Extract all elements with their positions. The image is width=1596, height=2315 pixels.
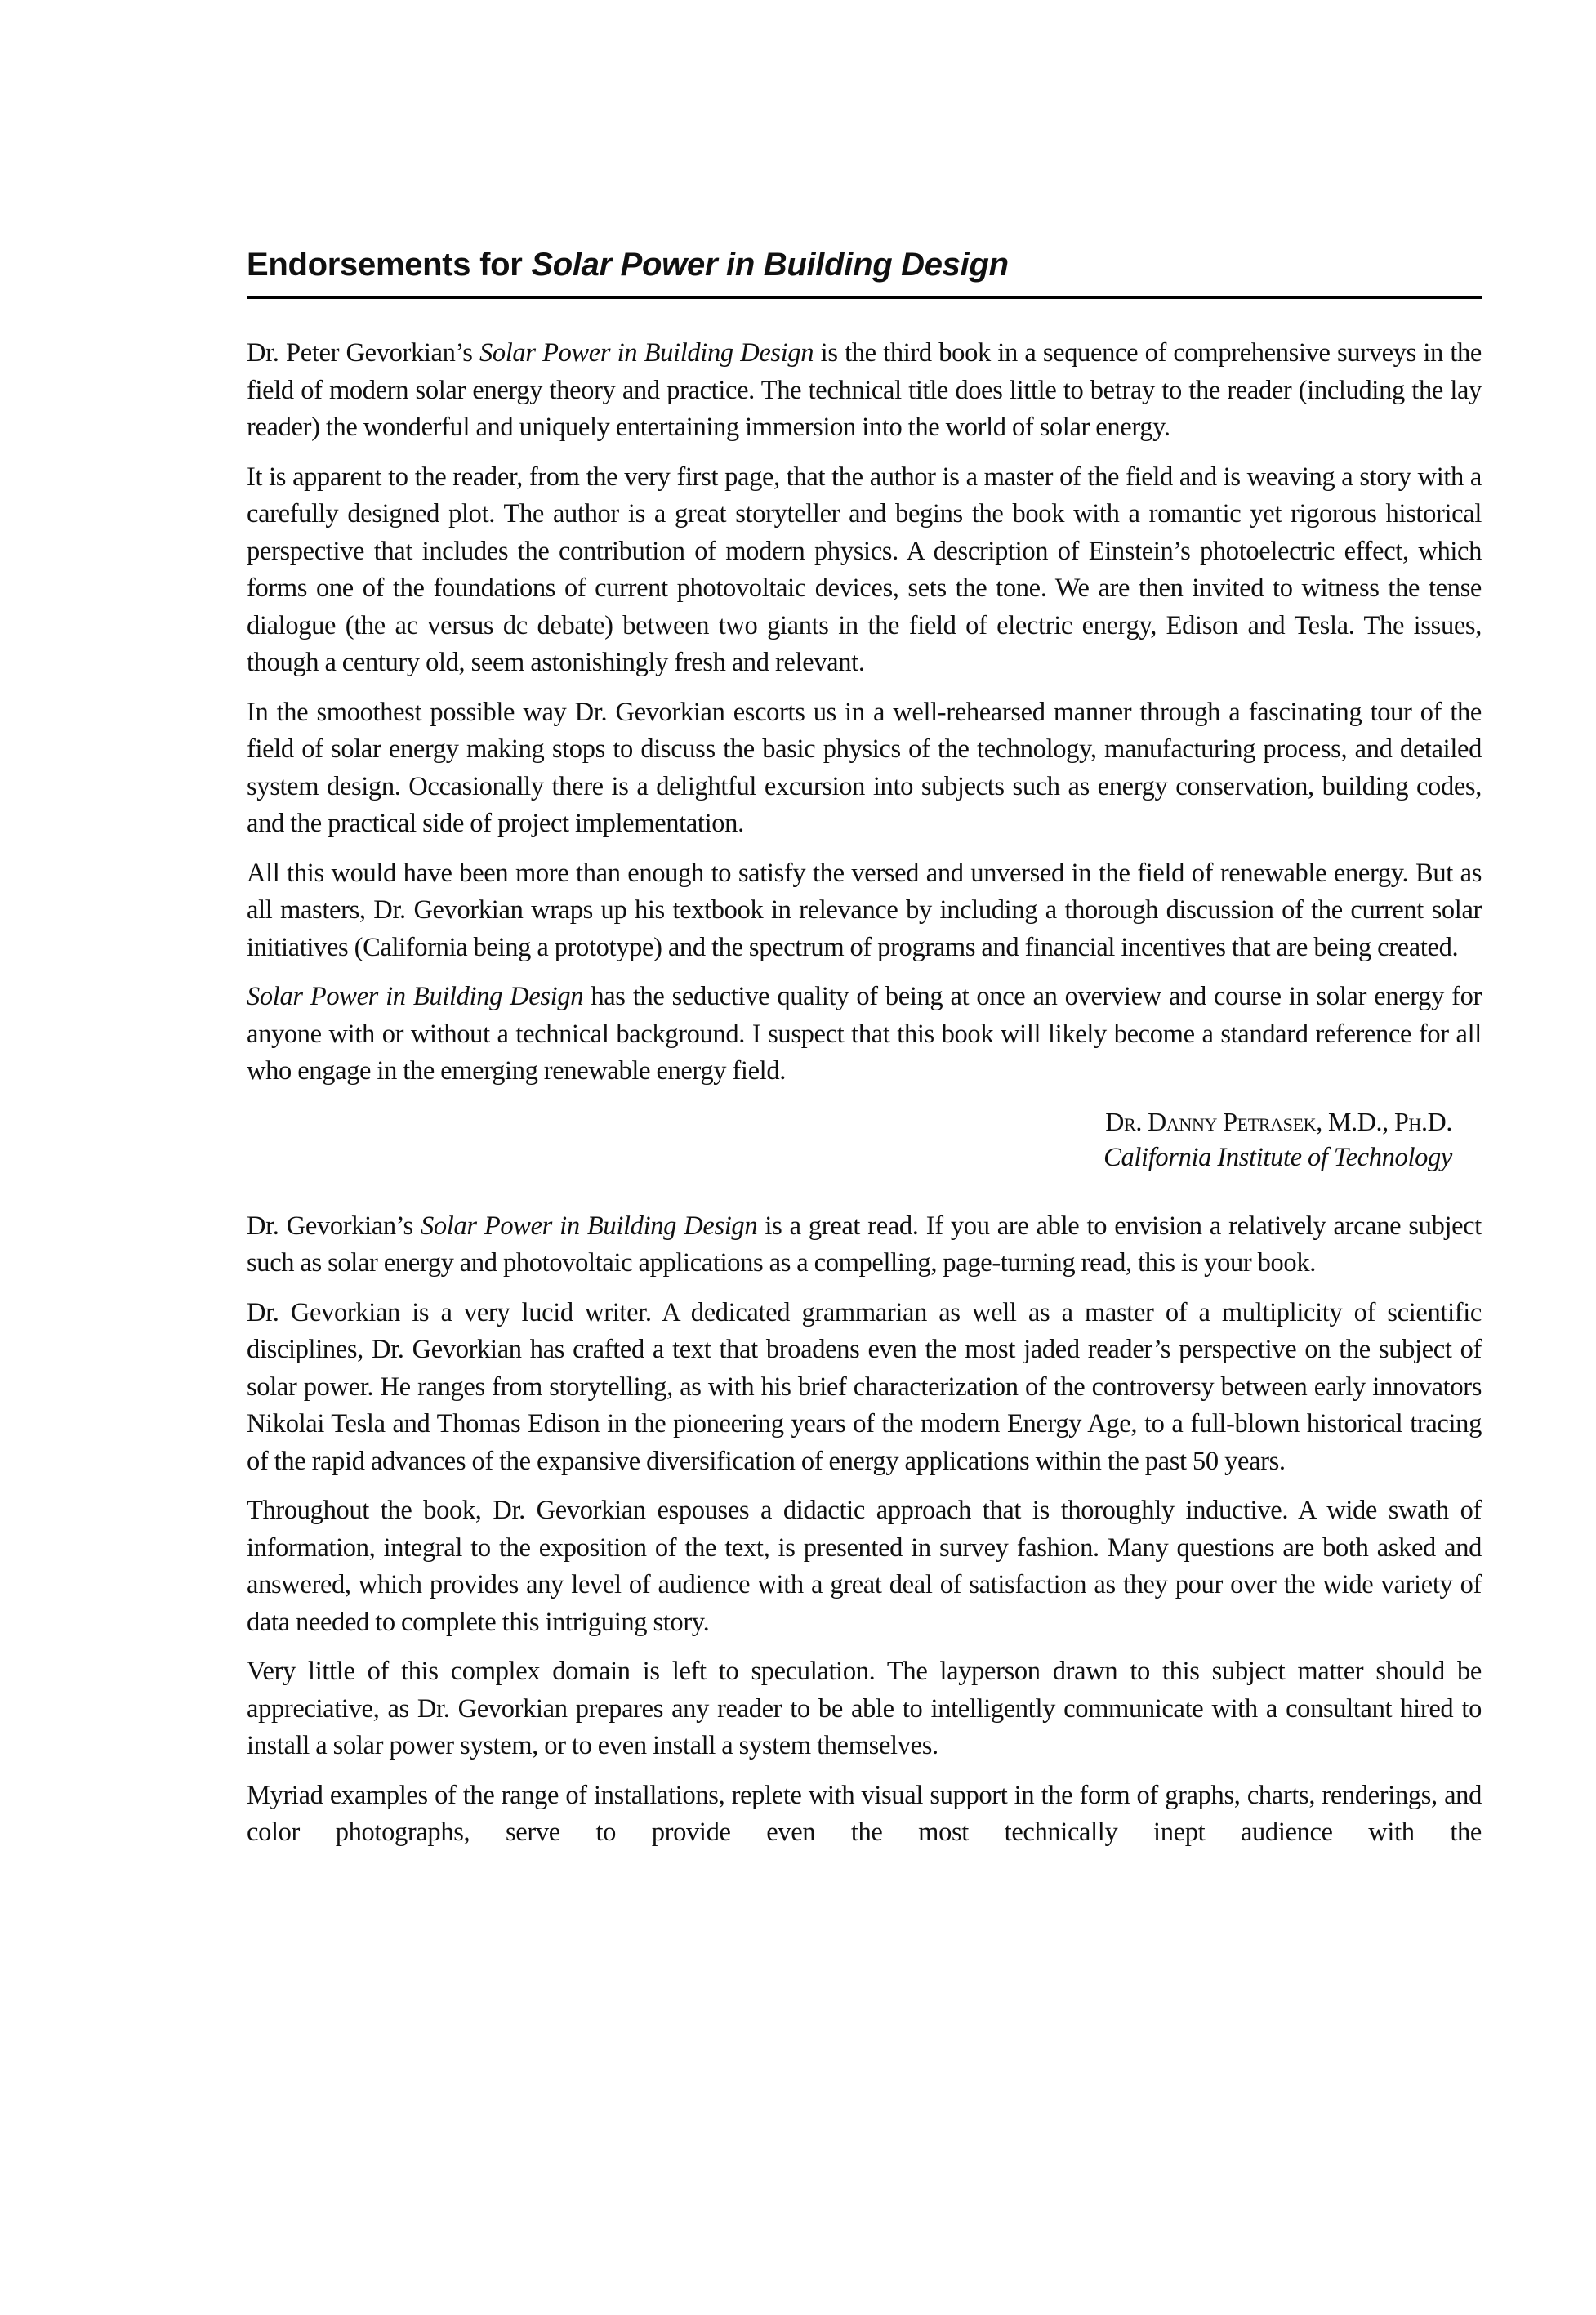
heading-book-title: Solar Power in Building Design [531, 247, 1009, 283]
paragraph: Dr. Gevorkian is a very lucid writer. A dedicated grammarian as well as a master of a multiplicity of scientific disciplines, Dr. Gevorkian has crafted a text that broadens even the most jaded reader’s perspective on the subject of solar power. He ranges from storytelling, as with his brief characterization of the controversy between early innovators Nikolai Tesla and Thomas Edison in the pioneering years of the modern Energy Age, to a full-blown historical tracing of the rapid advances of the expansive diversification of energy applications within the past 50 years. [247, 1297, 1482, 1476]
paragraph-text: is the third book in a sequence of comprehensive surveys in the field of modern solar energy theory and practice. The technical title does little to betray to the reader (including the lay reader) the wonderful and uniquely entertaining immersion into the world of solar energy. [247, 338, 1482, 442]
paragraph-text: Dr. Gevorkian’s [247, 1211, 421, 1241]
paragraph-text: Dr. Peter Gevorkian’s [247, 338, 479, 368]
paragraph: Very little of this complex domain is left to speculation. The layperson drawn to this subject matter should be appreciative, as Dr. Gevorkian prepares any reader to be able to intelligently communicate with a consultant hired to install a solar power system, or to even install a system themselves. [247, 1657, 1482, 1760]
paragraph [247, 1208, 1482, 1282]
paragraph [247, 335, 1482, 447]
signature-affiliation: California Institute of Technology [1103, 1142, 1452, 1172]
paragraph: All this would have been more than enough to satisfy the versed and unversed in the field of renewable energy. But as all masters, Dr. Gevorkian wraps up his textbook in relevance by including a thorough discussion of the current solar initiatives (California being a prototype) and the spectrum of programs and financial incentives that are being created. [247, 858, 1482, 962]
document-page [247, 245, 1482, 1864]
paragraph: Throughout the book, Dr. Gevorkian espouses a didactic approach that is thoroughly inductive. A wide swath of information, integral to the exposition of the text, is presented in survey fashion. Many questions are both asked and answered, which provides any level of audience with a great deal of satisfaction as they pour over the wide variety of data needed to complete this intriguing story. [247, 1496, 1482, 1637]
paragraph-text: has the seductive quality of being at once an overview and course in solar energy for anyone with or without a technical background. I suspect that this book will likely become a standard reference for all who engage in the emerging renewable energy field. [247, 982, 1482, 1086]
paragraph: In the smoothest possible way Dr. Gevorkian escorts us in a well-rehearsed manner through a fascinating tour of the field of solar energy making stops to discuss the basic physics of the technology, manufacturing process, and detailed system design. Occasionally there is a delightful excursion into subjects such as energy conservation, building codes, and the practical side of project implementation. [247, 697, 1482, 838]
page-heading [247, 245, 1482, 299]
paragraph: Myriad examples of the range of installations, replete with visual support in the form of graphs, charts, renderings, and color photographs, serve to provide even the most technically inept audience with the [247, 1780, 1482, 1847]
heading-prefix: Endorsements for [247, 247, 532, 283]
paragraph: It is apparent to the reader, from the very first page, that the author is a master of the field and is weaving a story with a carefully designed plot. The author is a great storyteller and begins the book with a romantic yet rigorous historical perspective that includes the contribution of modern physics. A description of Einstein’s photoelectric effect, which forms one of the foundations of current photovoltaic devices, sets the tone. We are then invited to witness the tense dialogue (the ac versus dc debate) between two giants in the field of electric energy, Edison and Tesla. The issues, though a century old, seem astonishingly fresh and relevant. [247, 462, 1482, 677]
paragraph [247, 979, 1482, 1091]
book-title-italic: Solar Power in Building Design [420, 1211, 758, 1241]
signature-block [247, 1104, 1482, 1175]
paragraph-text: is a great read. If you are able to envision a relatively arcane subject such as solar energy and photovoltaic applications as a compelling, page-turning read, this is your book. [247, 1211, 1482, 1278]
endorsement-petrasek [247, 335, 1482, 1175]
book-title-italic: Solar Power in Building Design [479, 338, 814, 368]
signature-name: Dr. Danny Petrasek, M.D., Ph.D. [1105, 1106, 1452, 1136]
book-title-italic: Solar Power in Building Design [247, 982, 584, 1011]
endorsement-second [247, 1208, 1482, 1852]
